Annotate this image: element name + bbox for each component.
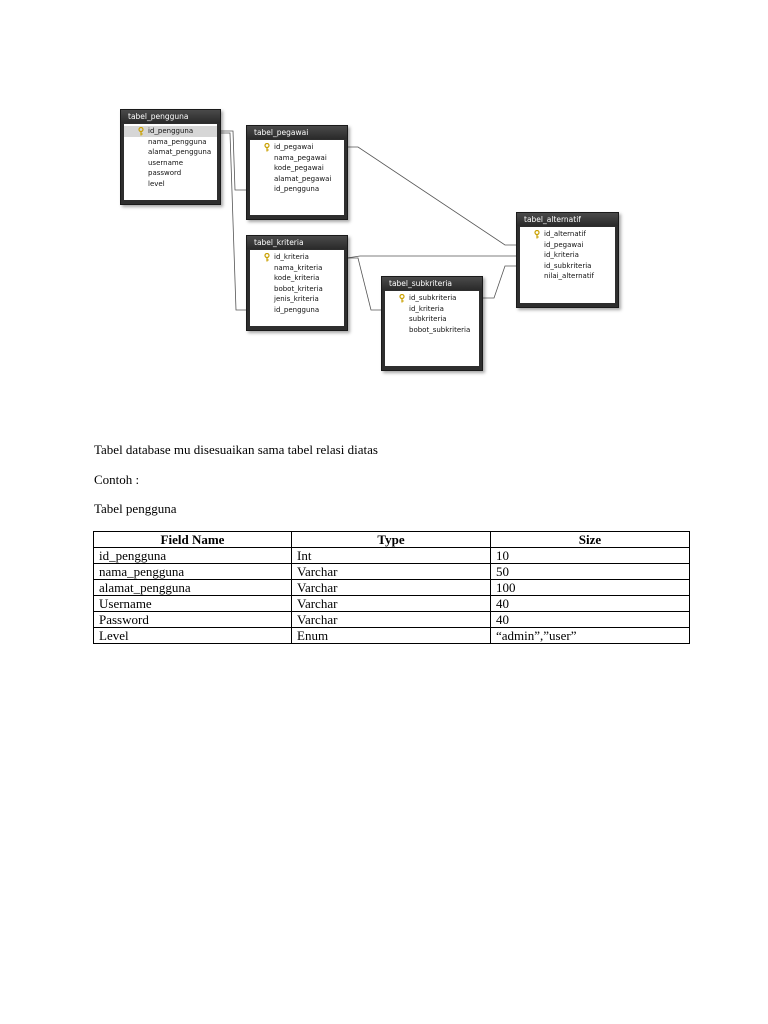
- cell-size: 10: [491, 548, 690, 564]
- entity-field[interactable]: [250, 142, 344, 153]
- entity-tabel-pegawai[interactable]: [246, 125, 348, 220]
- entity-title: tabel_kriteria: [247, 236, 347, 249]
- relation-pengguna-kriteria: [220, 133, 246, 310]
- entity-field[interactable]: id_subkriteria: [544, 261, 592, 270]
- entity-field[interactable]: [250, 252, 344, 263]
- header-field-name: Field Name: [94, 532, 292, 548]
- primary-key-icon: [264, 253, 270, 262]
- entity-field-list: [250, 250, 344, 316]
- entity-field[interactable]: password: [148, 169, 182, 178]
- cell-field-name: nama_pengguna: [94, 564, 292, 580]
- entity-field[interactable]: nilai_alternatif: [544, 272, 594, 281]
- table-row: [94, 580, 690, 596]
- entity-field[interactable]: nama_pengguna: [148, 137, 207, 146]
- entity-field-list: [520, 227, 615, 282]
- cell-field-name: id_pengguna: [94, 548, 292, 564]
- entity-field-list: [250, 140, 344, 195]
- cell-size: 40: [491, 596, 690, 612]
- entity-field[interactable]: id_pengguna: [274, 185, 320, 194]
- cell-type: Int: [292, 548, 491, 564]
- header-type: Type: [292, 532, 491, 548]
- cell-field-name: Username: [94, 596, 292, 612]
- relation-pegawai-alternatif: [347, 147, 516, 245]
- cell-field-name: alamat_pengguna: [94, 580, 292, 596]
- entity-field[interactable]: alamat_pengguna: [148, 148, 212, 157]
- entity-title: tabel_pegawai: [247, 126, 347, 139]
- table-header-row: [94, 532, 690, 548]
- table-row: [94, 548, 690, 564]
- primary-key-icon: [264, 143, 270, 152]
- entity-field[interactable]: kode_kriteria: [274, 274, 320, 283]
- entity-field[interactable]: bobot_kriteria: [274, 284, 323, 293]
- entity-field[interactable]: [520, 229, 615, 240]
- table-title: Tabel pengguna: [94, 501, 177, 516]
- cell-type: Varchar: [292, 612, 491, 628]
- cell-type: Enum: [292, 628, 491, 644]
- entity-field[interactable]: level: [148, 179, 165, 188]
- relation-kriteria-alternatif: [347, 256, 516, 258]
- entity-field-label: id_pegawai: [274, 143, 314, 151]
- entity-field[interactable]: [124, 126, 217, 137]
- cell-field-name: Level: [94, 628, 292, 644]
- entity-field-label: id_pengguna: [148, 127, 194, 135]
- intro-paragraph: Tabel database mu disesuaikan sama tabel relasi diatas: [94, 442, 378, 457]
- relation-pengguna-pegawai: [220, 131, 246, 190]
- entity-field[interactable]: nama_kriteria: [274, 263, 323, 272]
- primary-key-icon: [399, 294, 405, 303]
- entity-tabel-pengguna[interactable]: [120, 109, 221, 205]
- cell-type: Varchar: [292, 580, 491, 596]
- header-size: Size: [491, 532, 690, 548]
- relationship-diagram: [0, 0, 768, 400]
- entity-tabel-kriteria[interactable]: [246, 235, 348, 331]
- cell-size: 100: [491, 580, 690, 596]
- entity-tabel-subkriteria[interactable]: [381, 276, 483, 371]
- entity-tabel-alternatif[interactable]: [516, 212, 619, 308]
- entity-title: tabel_alternatif: [517, 213, 618, 226]
- entity-field[interactable]: [385, 293, 479, 304]
- cell-size: 40: [491, 612, 690, 628]
- entity-field-list: [385, 291, 479, 335]
- entity-field-label: id_alternatif: [544, 230, 586, 238]
- table-row: [94, 628, 690, 644]
- entity-field[interactable]: bobot_subkriteria: [409, 325, 471, 334]
- entity-field[interactable]: id_kriteria: [544, 251, 579, 260]
- entity-field-label: id_subkriteria: [409, 294, 457, 302]
- cell-field-name: Password: [94, 612, 292, 628]
- entity-field-list: [124, 124, 217, 190]
- table-row: [94, 612, 690, 628]
- cell-type: Varchar: [292, 564, 491, 580]
- entity-field[interactable]: kode_pegawai: [274, 164, 324, 173]
- primary-key-icon: [138, 127, 144, 136]
- entity-title: tabel_pengguna: [121, 110, 220, 123]
- table-row: [94, 596, 690, 612]
- entity-field[interactable]: subkriteria: [409, 315, 447, 324]
- field-table: [93, 531, 690, 644]
- cell-size: “admin”,”user”: [491, 628, 690, 644]
- entity-field[interactable]: id_pengguna: [274, 305, 320, 314]
- entity-field-label: id_kriteria: [274, 253, 309, 261]
- example-label: Contoh :: [94, 472, 140, 487]
- cell-type: Varchar: [292, 596, 491, 612]
- primary-key-icon: [534, 230, 540, 239]
- entity-field[interactable]: id_kriteria: [409, 304, 444, 313]
- cell-size: 50: [491, 564, 690, 580]
- entity-title: tabel_subkriteria: [382, 277, 482, 290]
- relation-kriteria-subkriteria: [347, 258, 381, 310]
- entity-field[interactable]: jenis_kriteria: [274, 295, 319, 304]
- table-row: [94, 564, 690, 580]
- entity-field[interactable]: username: [148, 158, 183, 167]
- entity-field[interactable]: nama_pegawai: [274, 153, 327, 162]
- entity-field[interactable]: id_pegawai: [544, 240, 584, 249]
- relation-subkriteria-alternatif: [481, 266, 516, 298]
- entity-field[interactable]: alamat_pegawai: [274, 174, 332, 183]
